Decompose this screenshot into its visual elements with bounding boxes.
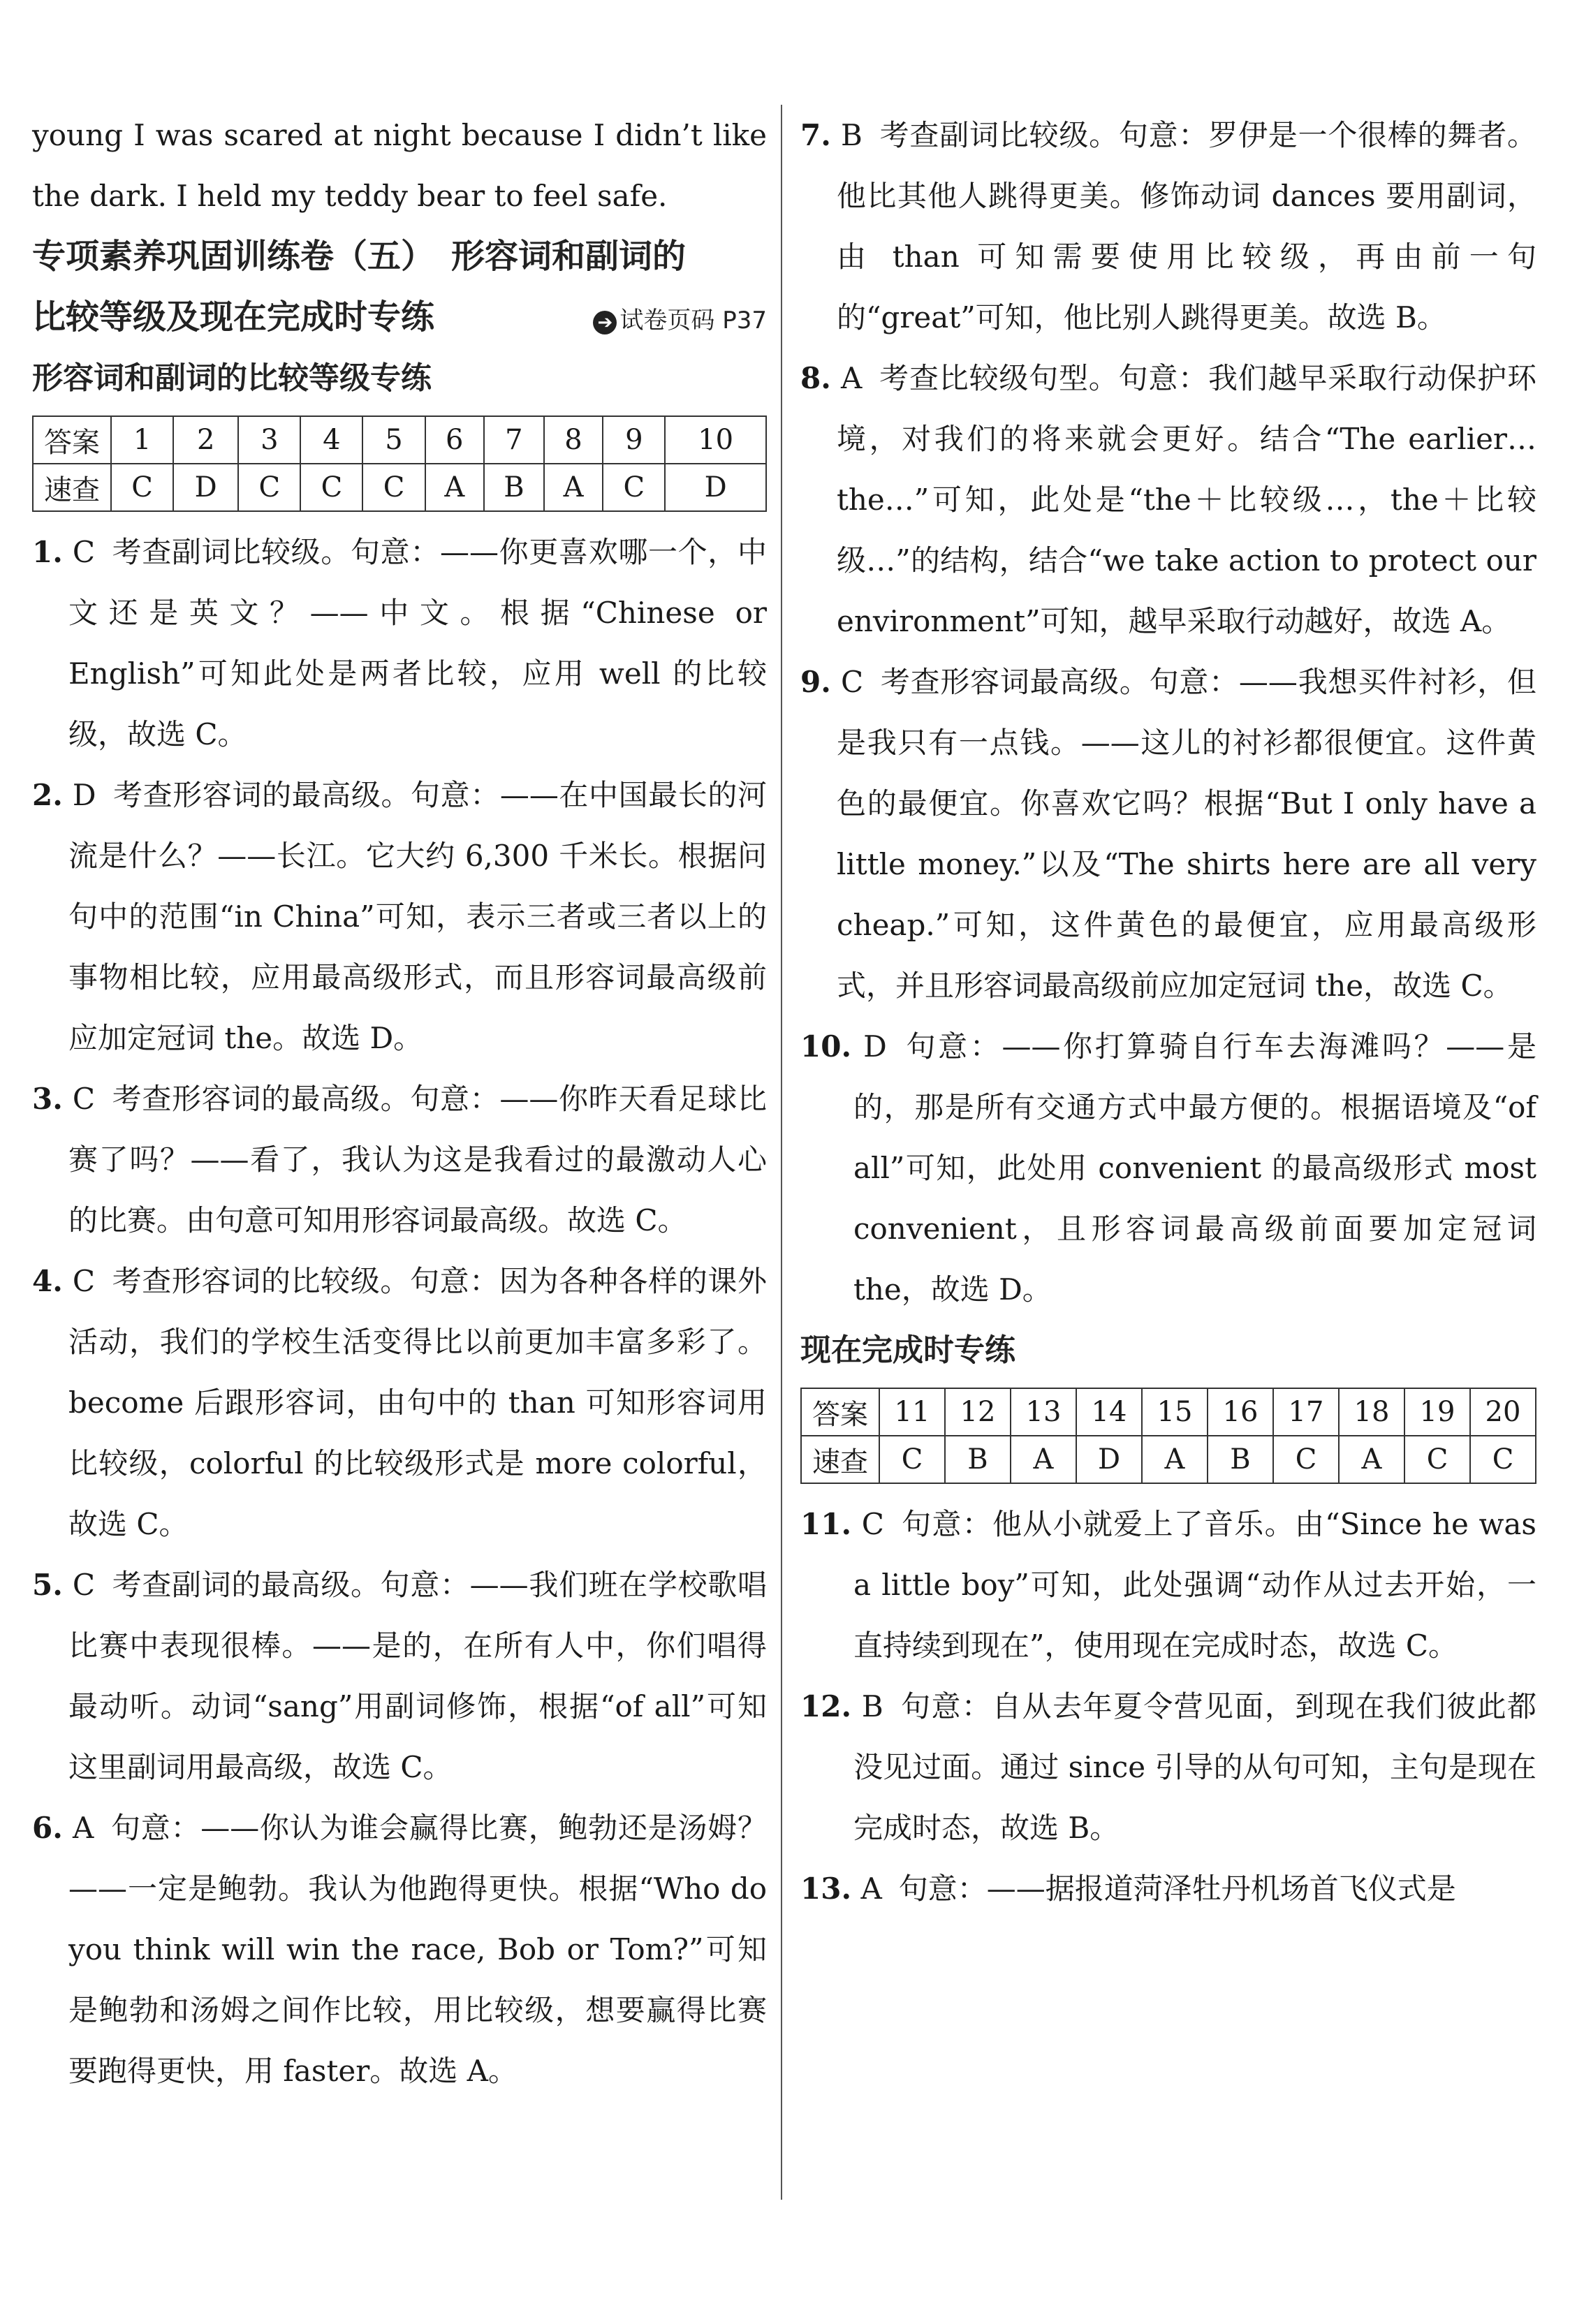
section-title-line2: 比较等级及现在完成时专练 (32, 297, 435, 337)
answer-item-2 (32, 765, 767, 1068)
item-number: 7. (800, 118, 831, 152)
item-answer: C (72, 1264, 95, 1298)
item-number: 4. (32, 1264, 63, 1298)
item-text: 考查形容词的最高级。句意：——在中国最长的河流是什么？——长江。它大约 6,300 千米长。根据问句中的范围“in China”可知，表示三者或三者以上的事物相比较，应用最高级形式，而且形容词最高级前应加定冠词 the。故选 D。 (68, 778, 767, 1055)
item-text: 句意：——据报道菏泽牡丹机场首飞仪式是 (898, 1871, 1456, 1906)
table-cell: 13 (1011, 1388, 1076, 1436)
table-row-answers (33, 464, 766, 511)
left-column (32, 105, 767, 2101)
answer-item-6 (32, 1797, 767, 2101)
table-cell: B (945, 1436, 1011, 1483)
item-text: 句意：自从去年夏令营见面，到现在我们彼此都没见过面。通过 since 引导的从句可知，主句是现在完成时态，故选 B。 (853, 1689, 1536, 1845)
table-cell: C (1404, 1436, 1470, 1483)
item-answer: C (72, 1082, 96, 1116)
table-cell: A (425, 464, 484, 511)
intro-text: young I was scared at night because I didn’t like the dark. I held my teddy bear to feel safe. (32, 118, 767, 213)
answer-item-3 (32, 1068, 767, 1251)
table-header: 答案 (33, 416, 111, 464)
item-text: 句意：——你打算骑自行车去海滩吗？——是的，那是所有交通方式中最方便的。根据语境及“of all”可知，此处用 convenient 的最高级形式 most convenient，且形容词最高级前面要加定冠词 the，故选 D。 (853, 1029, 1536, 1307)
table-cell: 2 (173, 416, 238, 464)
table-row-answers (801, 1436, 1536, 1483)
table-cell: C (238, 464, 300, 511)
table-cell: C (879, 1436, 945, 1483)
table-header: 速查 (33, 464, 111, 511)
item-number: 13. (800, 1871, 852, 1906)
table-cell: A (1011, 1436, 1076, 1483)
table-cell: C (603, 464, 665, 511)
item-answer: A (72, 1811, 94, 1845)
item-number: 1. (32, 535, 63, 569)
section-title-line1: 专项素养巩固训练卷（五） 形容词和副词的 (32, 237, 687, 276)
item-answer: C (72, 1568, 96, 1602)
table-header: 速查 (801, 1436, 879, 1483)
table-row-numbers (33, 416, 766, 464)
item-number: 8. (800, 361, 831, 395)
answer-item-4 (32, 1251, 767, 1554)
item-answer: D (72, 778, 96, 812)
table-cell: 9 (603, 416, 665, 464)
item-answer: C (861, 1507, 884, 1541)
item-number: 12. (800, 1689, 852, 1723)
item-text: 考查副词的最高级。句意：——我们班在学校歌唱比赛中表现很棒。——是的，在所有人中，你们唱得最动听。动词“sang”用副词修饰，根据“of all”可知这里副词用最高级，故选 C。 (68, 1568, 767, 1784)
item-number: 6. (32, 1811, 63, 1845)
table-cell: 12 (945, 1388, 1011, 1436)
table-cell: C (1273, 1436, 1339, 1483)
table-cell: 14 (1076, 1388, 1142, 1436)
table-cell: B (1208, 1436, 1273, 1483)
table-cell: 20 (1470, 1388, 1536, 1436)
table-cell: C (1470, 1436, 1536, 1483)
item-text: 考查形容词的最高级。句意：——你昨天看足球比赛了吗？——看了，我认为这是我看过的最激动人心的比赛。由句意可知用形容词最高级。故选 C。 (68, 1082, 767, 1237)
item-text: 考查副词比较级。句意：——你更喜欢哪一个，中文还是英文？——中文。根据“Chinese or English”可知此处是两者比较，应用 well 的比较级，故选 C。 (68, 535, 767, 751)
item-text: 考查比较级句型。句意：我们越早采取行动保护环境，对我们的将来就会更好。结合“The earlier…the…”可知，此处是“the＋比较级…，the＋比较级…”的结构，结合“we take action to protect our environment”可知，越早采取行动越好，故选 A。 (837, 361, 1536, 638)
table-cell: 5 (362, 416, 425, 464)
table-cell: D (1076, 1436, 1142, 1483)
item-text: 句意：他从小就爱上了音乐。由“Since he was a little boy”可知，此处强调“动作从过去开始，一直持续到现在”，使用现在完成时态，故选 C。 (853, 1507, 1536, 1663)
answer-item-11 (800, 1494, 1536, 1676)
section-title-row2 (32, 287, 767, 348)
answer-table-1 (32, 415, 767, 512)
item-answer: D (863, 1029, 887, 1064)
answer-item-7 (800, 105, 1536, 348)
item-number: 9. (800, 665, 831, 699)
answer-item-8 (800, 348, 1536, 652)
table-cell: 15 (1142, 1388, 1208, 1436)
answer-item-9 (800, 652, 1536, 1016)
table-cell: D (665, 464, 766, 511)
item-number: 5. (32, 1568, 63, 1602)
table-header: 答案 (801, 1388, 879, 1436)
table-cell: A (544, 464, 603, 511)
answer-item-1 (32, 522, 767, 765)
table-cell: 17 (1273, 1388, 1339, 1436)
table-cell: 7 (484, 416, 544, 464)
part1-title: 形容词和副词的比较等级专练 (32, 360, 432, 396)
column-divider (781, 105, 782, 2200)
item-answer: B (861, 1689, 883, 1723)
item-answer: A (841, 361, 863, 395)
item-answer: B (841, 118, 863, 152)
table-cell: 8 (544, 416, 603, 464)
table-cell: 3 (238, 416, 300, 464)
table-cell: 4 (300, 416, 362, 464)
part2-title: 现在完成时专练 (800, 1332, 1015, 1368)
table-cell: C (362, 464, 425, 511)
item-text: 考查形容词的比较级。句意：因为各种各样的课外活动，我们的学校生活变得比以前更加丰富多彩了。become 后跟形容词，由句中的 than 可知形容词用比较级，colorful 的比较级形式是 more colorful，故选 C。 (68, 1264, 767, 1541)
table-cell: B (484, 464, 544, 511)
page-reference-text: 试卷页码 P37 (619, 307, 767, 334)
table-cell: 1 (111, 416, 173, 464)
table-cell: C (300, 464, 362, 511)
table-cell: A (1142, 1436, 1208, 1483)
answer-item-5 (32, 1554, 767, 1797)
item-answer: C (72, 535, 96, 569)
table-cell: C (111, 464, 173, 511)
answer-item-12 (800, 1676, 1536, 1858)
answer-item-10 (800, 1016, 1536, 1320)
item-number: 11. (800, 1507, 852, 1541)
answer-item-13 (800, 1858, 1536, 1919)
page-reference (593, 301, 767, 335)
table-cell: 19 (1404, 1388, 1470, 1436)
item-number: 10. (800, 1029, 852, 1064)
table-cell: A (1339, 1436, 1404, 1483)
table-cell: 10 (665, 416, 766, 464)
table-cell: 18 (1339, 1388, 1404, 1436)
answer-table-2 (800, 1388, 1536, 1484)
item-text: 句意：——你认为谁会赢得比赛，鲍勃还是汤姆？——一定是鲍勃。我认为他跑得更快。根据“Who do you think will win the race, Bob or Tom?”可知是鲍勃和汤姆之间作比较，用比较级，想要赢得比赛要跑得更快，用 faster。故选 A。 (68, 1811, 767, 2088)
table-cell: D (173, 464, 238, 511)
item-text: 考查副词比较级。句意：罗伊是一个很棒的舞者。他比其他人跳得更美。修饰动词 dances 要用副词，由 than 可知需要使用比较级，再由前一句的“great”可知，他比别人跳得更美。故选 B。 (837, 118, 1536, 334)
arrow-icon: ➔ (593, 311, 617, 334)
item-answer: A (860, 1871, 882, 1906)
right-column (800, 105, 1536, 1919)
table-cell: 16 (1208, 1388, 1273, 1436)
table-cell: 11 (879, 1388, 945, 1436)
item-number: 3. (32, 1082, 63, 1116)
table-cell: 6 (425, 416, 484, 464)
item-text: 考查形容词最高级。句意：——我想买件衬衫，但是我只有一点钱。——这儿的衬衫都很便宜。这件黄色的最便宜。你喜欢它吗？根据“But I only have a little money.”以及“The shirts here are all very cheap.”可知，这件黄色的最便宜，应用最高级形式，并且形容词最高级前应加定冠词 the，故选 C。 (837, 665, 1536, 1003)
item-number: 2. (32, 778, 63, 812)
item-answer: C (840, 665, 864, 699)
table-row-numbers (801, 1388, 1536, 1436)
